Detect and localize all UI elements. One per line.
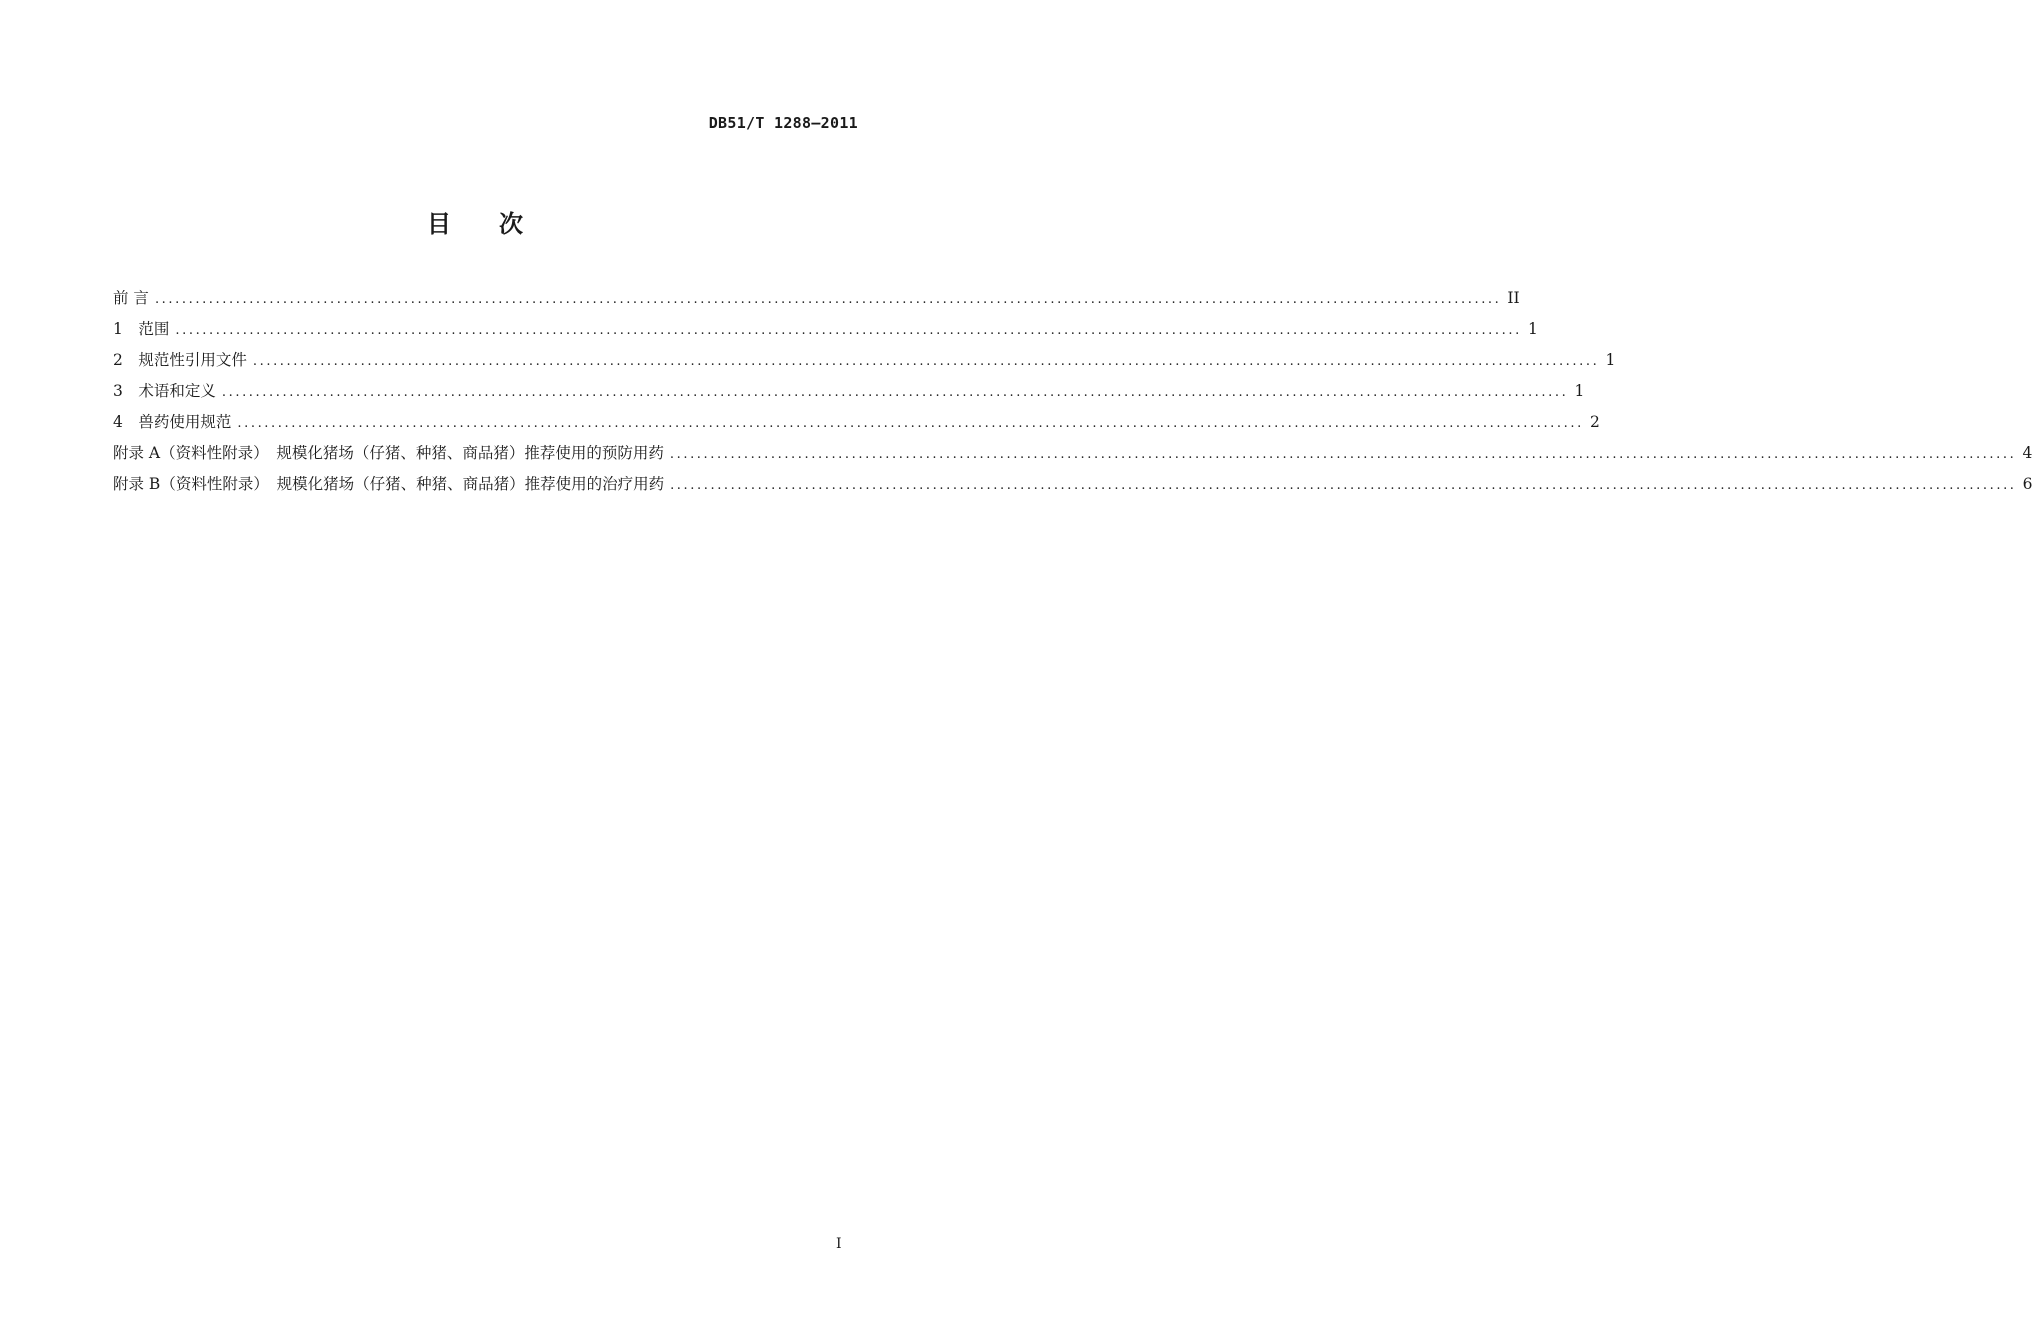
toc-entry-label: 2 规范性引用文件 [113,351,247,369]
toc-entry-page: II [1507,289,1520,307]
toc-entry-label: 附录 B（资料性附录） 规模化猪场（仔猪、种猪、商品猪）推荐使用的治疗用药 [113,475,665,493]
toc-leader-dots: ........................................................................................................................................................................................................ [252,354,1600,369]
doc-code: DB51/T 1288—2011 [708,114,858,132]
toc-leader-dots: ........................................................................................................................................................................................................ [175,323,1522,338]
toc-entry-page: 1 [1527,320,1538,338]
toc-entry-foreword[interactable] [113,283,1520,314]
toc-leader-dots: ........................................................................................................................................................................................................ [154,292,1502,307]
toc-entry-label: 前 言 [113,289,149,307]
toc-leader-dots: ........................................................................................................................................................................................................ [221,385,1569,400]
toc-leader-dots: ........................................................................................................................................................................................................ [237,416,1584,431]
page-number: I [836,1236,842,1252]
toc-list [113,283,2033,500]
toc-entry-normative-references[interactable] [113,345,1616,376]
toc-entry-drug-usage[interactable] [113,407,1600,438]
toc-entry-page: 4 [2022,444,2033,462]
toc-entry-page: 2 [1589,413,1600,431]
toc-entry-appendix-b[interactable] [113,469,2033,500]
toc-entry-label: 3 术语和定义 [113,382,216,400]
toc-entry-label: 4 兽药使用规范 [113,413,232,431]
toc-entry-appendix-a[interactable] [113,438,2033,469]
toc-entry-terms-definitions[interactable] [113,376,1585,407]
page-title: 目 次 [427,210,523,238]
toc-entry-label: 附录 A（资料性附录） 规模化猪场（仔猪、种猪、商品猪）推荐使用的预防用药 [113,444,664,462]
toc-entry-page: 1 [1605,351,1616,369]
toc-leader-dots: ........................................................................................................................................................................................................ [670,478,2017,493]
toc-leader-dots: ........................................................................................................................................................................................................ [669,447,2017,462]
toc-entry-page: 1 [1574,382,1585,400]
toc-entry-label: 1 范围 [113,320,170,338]
toc-entry-page: 6 [2022,475,2033,493]
toc-entry-scope[interactable] [113,314,1538,345]
